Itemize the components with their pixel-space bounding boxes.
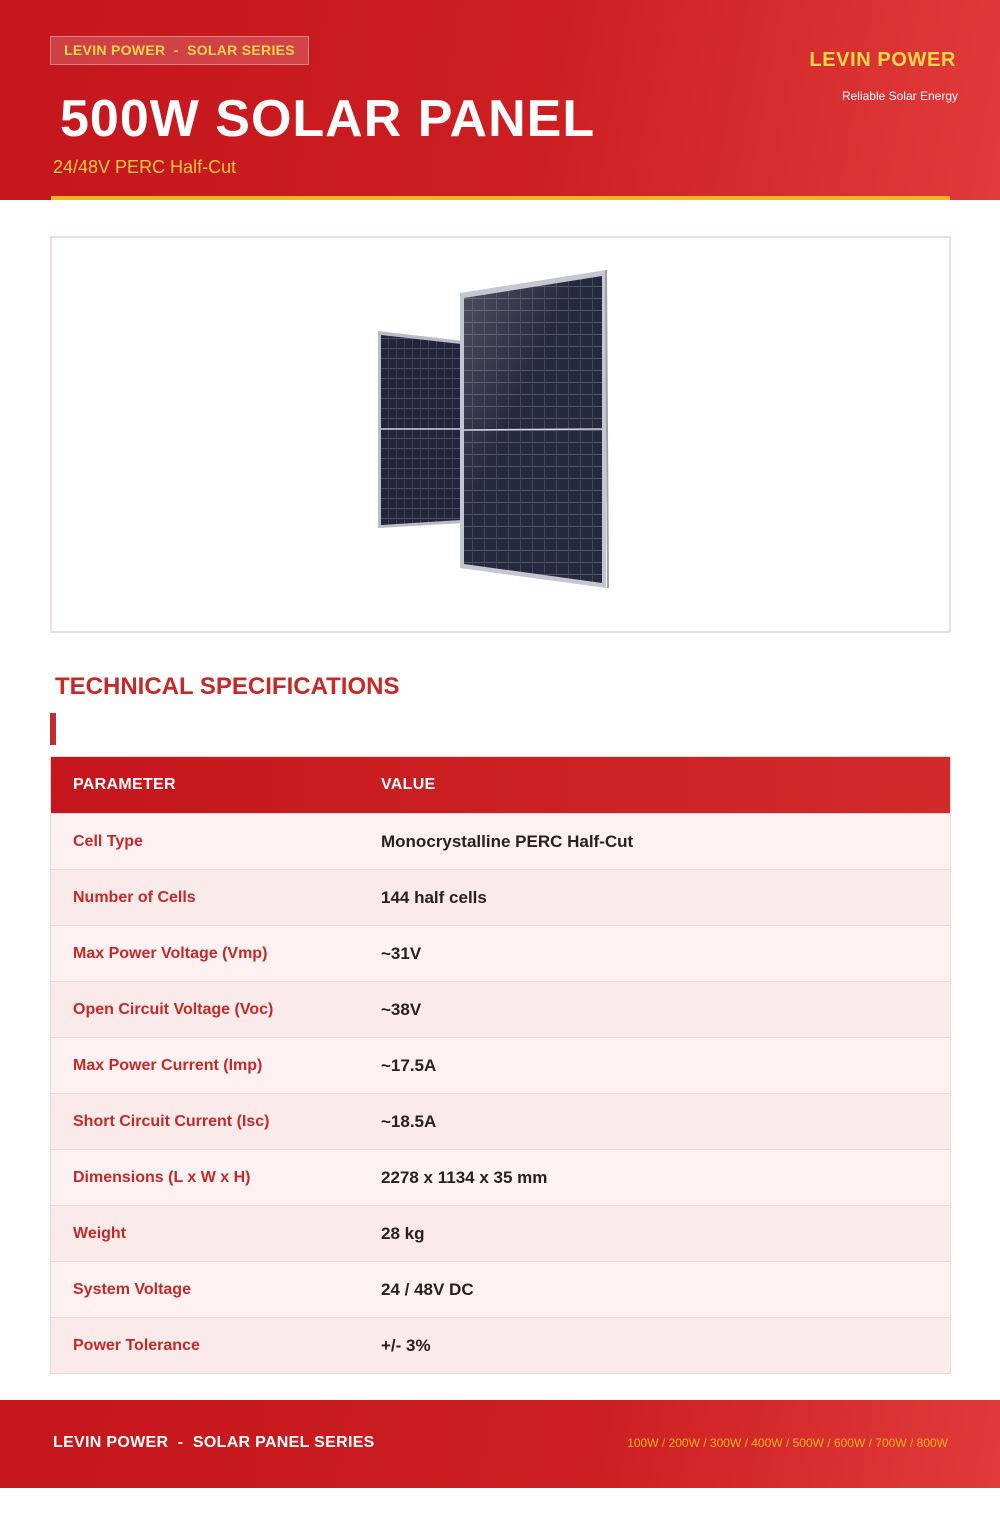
param-label: System Voltage bbox=[73, 1280, 191, 1298]
section-accent-bar bbox=[50, 713, 56, 745]
table-row bbox=[51, 1317, 950, 1373]
param-value: ~38V bbox=[381, 999, 422, 1019]
param-value: 2278 x 1134 x 35 mm bbox=[381, 1167, 548, 1187]
param-value: Monocrystalline PERC Half-Cut bbox=[381, 831, 634, 851]
param-value: ~17.5A bbox=[381, 1055, 437, 1075]
table-row bbox=[51, 1261, 950, 1317]
table-row bbox=[51, 1093, 950, 1149]
param-value: 28 kg bbox=[381, 1223, 425, 1243]
param-label: Weight bbox=[73, 1224, 127, 1242]
table-row bbox=[51, 925, 950, 981]
page-subtitle: 24/48V PERC Half-Cut bbox=[53, 157, 237, 177]
specs-table bbox=[50, 756, 951, 1374]
series-badge: LEVIN POWER - SOLAR SERIES bbox=[50, 36, 309, 65]
page-header bbox=[0, 0, 1000, 200]
table-row bbox=[51, 813, 950, 869]
page-title: 500W SOLAR PANEL bbox=[60, 90, 596, 148]
table-row bbox=[51, 869, 950, 925]
table-row bbox=[51, 981, 950, 1037]
table-row bbox=[51, 1205, 950, 1261]
param-value: +/- 3% bbox=[381, 1335, 431, 1355]
brand-tagline: Reliable Solar Energy bbox=[841, 89, 958, 103]
brand-name: LEVIN POWER bbox=[809, 49, 956, 71]
column-header-parameter: PARAMETER bbox=[73, 776, 176, 793]
table-row bbox=[51, 1149, 950, 1205]
param-label: Cell Type bbox=[73, 832, 143, 850]
param-value: ~18.5A bbox=[381, 1111, 437, 1131]
footer-series-label: LEVIN POWER - SOLAR PANEL SERIES bbox=[53, 1434, 375, 1451]
param-label: Number of Cells bbox=[73, 888, 196, 906]
param-label: Power Tolerance bbox=[73, 1336, 200, 1354]
footer-wattage-list: 100W / 200W / 300W / 400W / 500W / 600W / 700W / 800W bbox=[627, 1436, 948, 1450]
table-header bbox=[51, 757, 950, 813]
product-image-frame bbox=[50, 236, 951, 633]
param-label: Max Power Current (Imp) bbox=[73, 1056, 263, 1074]
column-header-value: VALUE bbox=[381, 776, 436, 793]
param-label: Open Circuit Voltage (Voc) bbox=[73, 1000, 274, 1018]
solar-panel-image bbox=[52, 238, 949, 631]
param-label: Short Circuit Current (Isc) bbox=[73, 1112, 270, 1130]
param-label: Max Power Voltage (Vmp) bbox=[73, 944, 268, 962]
param-value: ~31V bbox=[381, 943, 422, 963]
param-value: 24 / 48V DC bbox=[381, 1279, 474, 1299]
header-divider bbox=[51, 196, 950, 200]
param-value: 144 half cells bbox=[381, 887, 487, 907]
param-label: Dimensions (L x W x H) bbox=[73, 1168, 251, 1186]
page-footer bbox=[0, 1400, 1000, 1488]
table-row bbox=[51, 1037, 950, 1093]
specs-section-title: TECHNICAL SPECIFICATIONS bbox=[55, 673, 400, 700]
